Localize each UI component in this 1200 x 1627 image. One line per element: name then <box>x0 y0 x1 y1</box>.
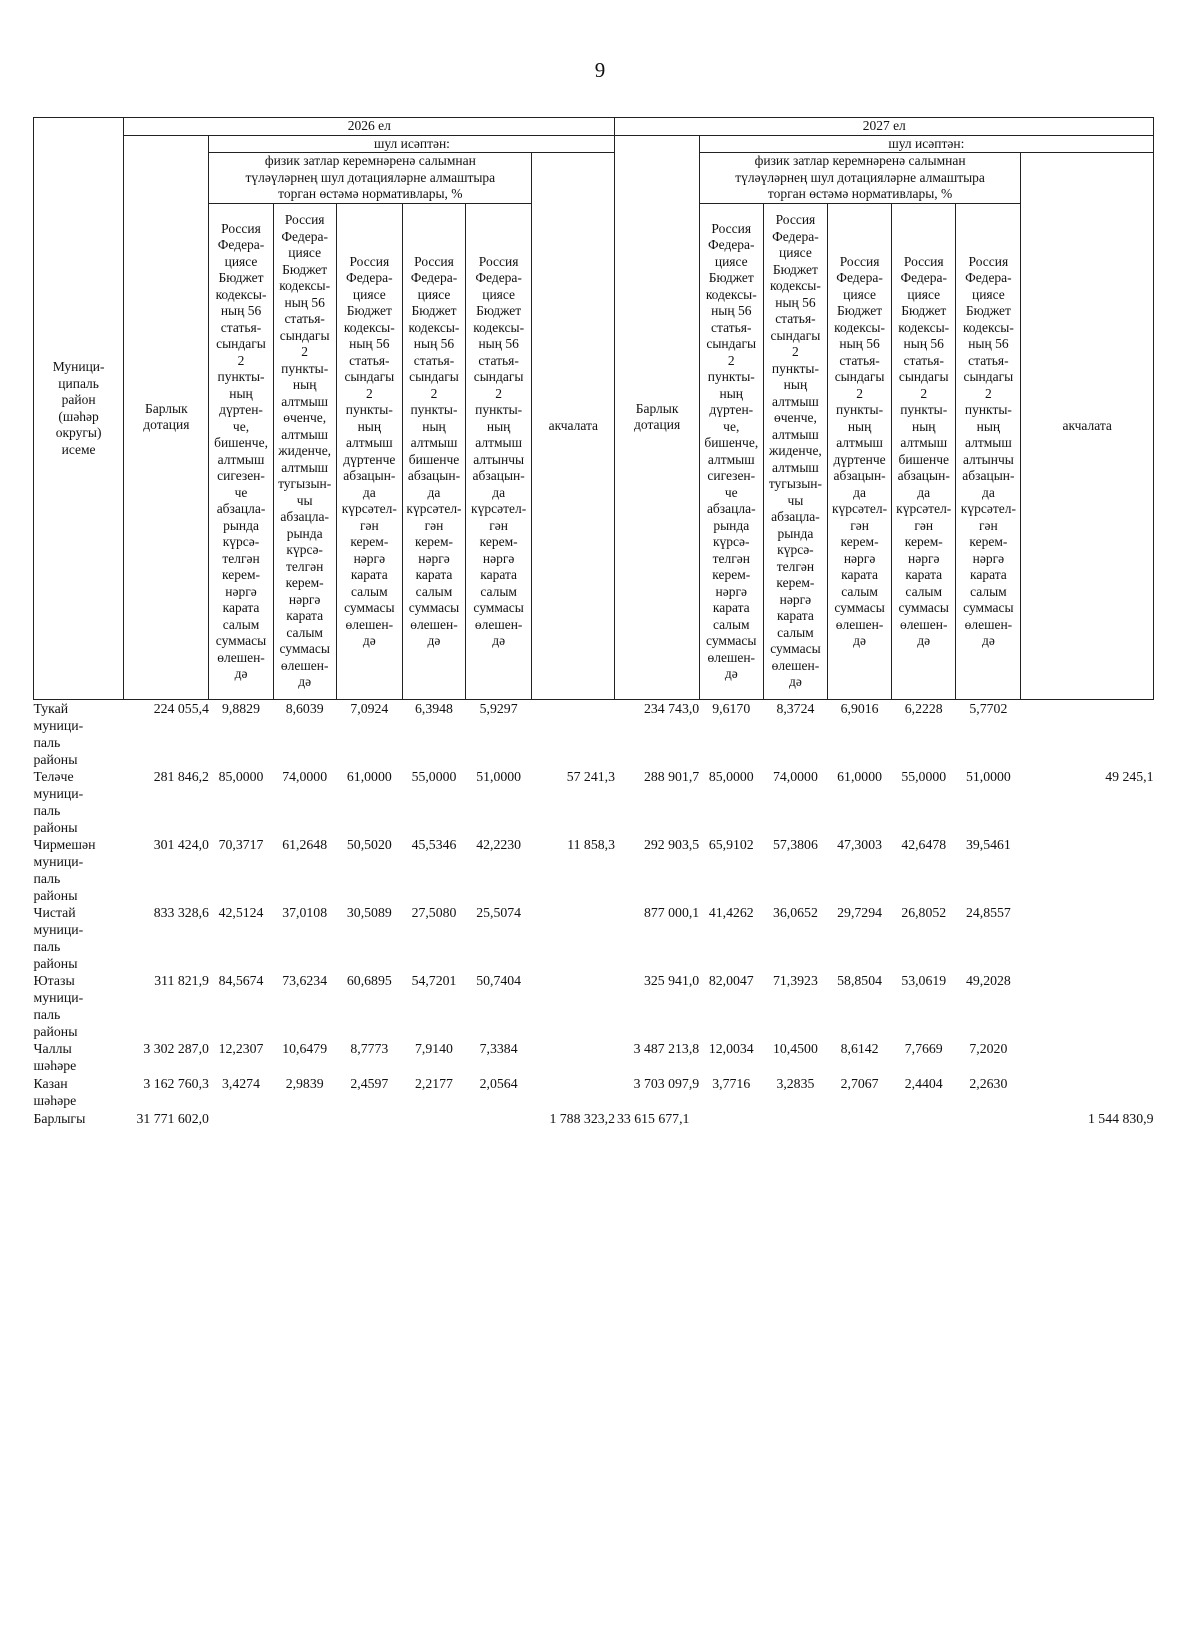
norm-2026-2: 2,9839 <box>285 1076 324 1091</box>
norm-2026-2: 73,6234 <box>282 973 328 988</box>
table-row <box>34 768 1154 836</box>
norm-2027-1: 41,4262 <box>708 905 754 920</box>
municipality-name: Чаллы шәһәре <box>33 1041 77 1073</box>
total-subsidy-2026: 281 846,2 <box>153 769 209 784</box>
municipality-name: Теләче муници- паль районы <box>33 769 84 835</box>
norm-2026-2: 61,2648 <box>282 837 328 852</box>
norm-2027-1: 82,0047 <box>708 973 754 988</box>
total-subsidy-2026: 311 821,9 <box>154 973 209 988</box>
norm-2026-3: 50,5020 <box>346 837 392 852</box>
norm-2027-5: 39,5461 <box>965 837 1011 852</box>
norm-2026-1: 3,4274 <box>222 1076 260 1091</box>
norm-2026-4: 45,5346 <box>411 837 457 852</box>
norm-2026-4: 6,3948 <box>415 701 453 716</box>
norm-2027-1: 12,0034 <box>708 1041 754 1056</box>
cash-2027 <box>1021 1040 1154 1075</box>
table-row <box>34 904 1154 972</box>
header-col-2027-3: Россия Федера- циясе Бюджет кодексы- ның 56 статья- сындагы 2 пункты- ның алтмыш дүртенче абзацын- да күрсәтел- гән керем- нәргә карата салым суммасы өлешен- дә <box>828 204 892 700</box>
cash-2027: 49 245,1 <box>1105 769 1154 784</box>
cash-2027 <box>1021 836 1154 904</box>
total-subsidy-2027: 288 901,7 <box>644 769 700 784</box>
norm-2026-5: 50,7404 <box>476 973 522 988</box>
norm-2026-1: 9,8829 <box>222 701 260 716</box>
norm-2026-3: 7,0924 <box>350 701 389 716</box>
norm-2026-3: 8,7773 <box>350 1041 389 1056</box>
norm-2026-5: 25,5074 <box>476 905 522 920</box>
norm-2026-5: 5,9297 <box>479 701 518 716</box>
total-subsidy-2027: 3 487 213,8 <box>633 1041 700 1056</box>
table-row <box>34 1040 1154 1075</box>
total-subsidy-2027: 325 941,0 <box>644 973 700 988</box>
norm-2026-4: 7,9140 <box>415 1041 453 1056</box>
norm-2026-4: 54,7201 <box>411 973 457 988</box>
norm-2027-5: 5,7702 <box>969 701 1008 716</box>
totals-subsidy-2027: 33 615 677,1 <box>616 1111 690 1126</box>
norm-2027-4: 55,0000 <box>901 769 947 784</box>
totals-cash-2026: 1 788 323,2 <box>549 1111 615 1126</box>
norm-2027-5: 51,0000 <box>965 769 1011 784</box>
municipality-name: Казан шәһәре <box>33 1076 77 1108</box>
table-body <box>34 700 1154 1131</box>
cash-2027 <box>1021 904 1154 972</box>
norm-2027-4: 53,0619 <box>901 973 947 988</box>
cash-2027 <box>1021 700 1154 769</box>
header-year-2026: 2026 ел <box>124 118 615 136</box>
norm-2026-1: 70,3717 <box>218 837 264 852</box>
norm-2027-3: 6,9016 <box>840 701 879 716</box>
municipality-name: Чирмешән муници- паль районы <box>33 837 96 903</box>
norm-2027-2: 3,2835 <box>776 1076 815 1091</box>
norm-2026-1: 85,0000 <box>218 769 264 784</box>
norm-2026-4: 2,2177 <box>415 1076 453 1091</box>
norm-2027-5: 24,8557 <box>965 905 1011 920</box>
norm-2027-1: 85,0000 <box>708 769 754 784</box>
header-col-2026-3: Россия Федера- циясе Бюджет кодексы- ның 56 статья- сындагы 2 пункты- ның алтмыш дүртенче абзацын- да күрсәтел- гән керем- нәргә карата салым суммасы өлешен- дә <box>336 204 402 700</box>
norm-2027-2: 36,0652 <box>773 905 818 920</box>
totals-label: Барлыгы <box>33 1111 86 1126</box>
cash-2026: 57 241,3 <box>566 769 615 784</box>
header-total-subsidy-2026: Барлык дотация <box>124 135 209 700</box>
norm-2026-4: 55,0000 <box>411 769 457 784</box>
norm-2027-5: 49,2028 <box>965 973 1011 988</box>
norm-2027-2: 57,3806 <box>773 837 818 852</box>
header-col-2026-5: Россия Федера- циясе Бюджет кодексы- ның 56 статья- сындагы 2 пункты- ның алтмыш алтынчы абзацын- да күрсәтел- гән керем- нәргә карата салым суммасы өлешен- дә <box>466 204 532 700</box>
total-subsidy-2026: 301 424,0 <box>153 837 209 852</box>
norm-2026-5: 2,0564 <box>479 1076 518 1091</box>
norm-2027-1: 3,7716 <box>712 1076 751 1091</box>
norm-2027-3: 8,6142 <box>840 1041 879 1056</box>
subsidy-table <box>33 117 1154 1130</box>
total-subsidy-2027: 3 703 097,9 <box>633 1076 700 1091</box>
header-col-2026-2: Россия Федера- циясе Бюджет кодексы- ның 56 статья- сындагы 2 пункты- ның алтмыш өченче, алтмыш жиденче, алтмыш тугызын- чы абзацла- рында күрсә- телгән керем- нәргә карата салым суммасы өлешен- дә <box>273 204 336 700</box>
header-cash-2026: акчалата <box>532 153 615 700</box>
norm-2026-5: 51,0000 <box>476 769 522 784</box>
norm-2027-3: 29,7294 <box>837 905 882 920</box>
norm-2027-4: 2,4404 <box>904 1076 943 1091</box>
table-row <box>34 836 1154 904</box>
cash-2026 <box>532 1075 615 1110</box>
page-number: 9 <box>594 58 606 82</box>
cash-2026 <box>532 1040 615 1075</box>
totals-subsidy-2026: 31 771 602,0 <box>136 1111 209 1126</box>
norm-2026-2: 8,6039 <box>285 701 324 716</box>
cash-2026: 11 858,3 <box>567 837 615 852</box>
norm-2027-3: 2,7067 <box>840 1076 879 1091</box>
norm-2027-1: 65,9102 <box>708 837 754 852</box>
norm-2026-5: 42,2230 <box>476 837 522 852</box>
norm-2026-3: 60,6895 <box>346 973 392 988</box>
totals-cash-2027: 1 544 830,9 <box>1087 1111 1154 1126</box>
municipality-name: Ютазы муници- паль районы <box>33 973 84 1039</box>
header-norm-group-2027: физик затлар керемнәренә салымнан түләүләрнең шул дотацияләрне алмаштыра торган өстәмә нормативлары, % <box>699 153 1021 204</box>
norm-2027-5: 2,2630 <box>969 1076 1008 1091</box>
totals-row <box>34 1110 1154 1130</box>
norm-2026-1: 12,2307 <box>218 1041 264 1056</box>
norm-2026-3: 2,4597 <box>350 1076 389 1091</box>
municipality-name: Чистай муници- паль районы <box>33 905 84 971</box>
norm-2026-1: 42,5124 <box>218 905 264 920</box>
norm-2027-2: 8,3724 <box>776 701 815 716</box>
table-row <box>34 700 1154 769</box>
header-municipality: Муници- ципаль район (шәһәр округы) исеме <box>34 118 124 700</box>
norm-2027-4: 42,6478 <box>901 837 947 852</box>
table-row <box>34 972 1154 1040</box>
cash-2027 <box>1021 1075 1154 1110</box>
norm-2026-2: 74,0000 <box>282 769 328 784</box>
norm-2027-5: 7,2020 <box>969 1041 1008 1056</box>
norm-2026-2: 10,6479 <box>282 1041 328 1056</box>
norm-2026-2: 37,0108 <box>282 905 328 920</box>
header-of-which-2026: шул исәптән: <box>209 135 615 153</box>
norm-2026-3: 61,0000 <box>346 769 392 784</box>
header-year-2027: 2027 ел <box>615 118 1154 136</box>
norm-2027-1: 9,6170 <box>712 701 751 716</box>
header-total-subsidy-2027: Барлык дотация <box>615 135 699 700</box>
municipality-name: Тукай муници- паль районы <box>33 701 84 767</box>
total-subsidy-2026: 224 055,4 <box>153 701 209 716</box>
header-col-2027-4: Россия Федера- циясе Бюджет кодексы- ның 56 статья- сындагы 2 пункты- ның алтмыш бишенче абзацын- да күрсәтел- гән керем- нәргә карата салым суммасы өлешен- дә <box>892 204 956 700</box>
total-subsidy-2027: 877 000,1 <box>644 905 700 920</box>
header-col-2026-4: Россия Федера- циясе Бюджет кодексы- ның 56 статья- сындагы 2 пункты- ның алтмыш бишенче абзацын- да күрсәтел- гән керем- нәргә карата салым суммасы өлешен- дә <box>402 204 465 700</box>
norm-2026-4: 27,5080 <box>411 905 457 920</box>
total-subsidy-2027: 234 743,0 <box>644 701 700 716</box>
table-row <box>34 1075 1154 1110</box>
norm-2026-5: 7,3384 <box>479 1041 518 1056</box>
cash-2026 <box>532 972 615 1040</box>
total-subsidy-2026: 3 302 287,0 <box>143 1041 209 1056</box>
header-of-which-2027: шул исәптән: <box>699 135 1153 153</box>
norm-2027-2: 10,4500 <box>773 1041 818 1056</box>
header-cash-2027: акчалата <box>1021 153 1154 700</box>
total-subsidy-2026: 833 328,6 <box>153 905 209 920</box>
norm-2027-2: 71,3923 <box>773 973 818 988</box>
norm-2026-1: 84,5674 <box>218 973 264 988</box>
norm-2027-3: 47,3003 <box>837 837 882 852</box>
norm-2027-3: 58,8504 <box>837 973 882 988</box>
total-subsidy-2027: 292 903,5 <box>644 837 700 852</box>
total-subsidy-2026: 3 162 760,3 <box>143 1076 209 1091</box>
header-col-2027-5: Россия Федера- циясе Бюджет кодексы- ның 56 статья- сындагы 2 пункты- ның алтмыш алтынчы абзацын- да күрсәтел- гән керем- нәргә карата салым суммасы өлешен- дә <box>956 204 1021 700</box>
header-norm-group-2026: физик затлар керемнәренә салымнан түләүләрнең шул дотацияләрне алмаштыра торган өстәмә нормативлары, % <box>209 153 532 204</box>
norm-2027-4: 26,8052 <box>901 905 947 920</box>
norm-2027-3: 61,0000 <box>837 769 882 784</box>
norm-2027-4: 7,7669 <box>904 1041 943 1056</box>
norm-2027-2: 74,0000 <box>773 769 818 784</box>
cash-2026 <box>532 700 615 769</box>
cash-2027 <box>1021 972 1154 1040</box>
header-col-2027-1: Россия Федера- циясе Бюджет кодексы- ның 56 статья- сындагы 2 пункты- ның дүртен- че, бишенче, алтмыш сигезен- че абзацла- рында күрсә- телгән керем- нәргә карата салым суммасы өлешен- дә <box>699 204 763 700</box>
header-col-2026-1: Россия Федера- циясе Бюджет кодексы- ның 56 статья- сындагы 2 пункты- ның дүртен- че, бишенче, алтмыш сигезен- че абзацла- рында күрсә- телгән керем- нәргә карата салым суммасы өлешен- дә <box>209 204 273 700</box>
norm-2027-4: 6,2228 <box>904 701 943 716</box>
header-col-2027-2: Россия Федера- циясе Бюджет кодексы- ның 56 статья- сындагы 2 пункты- ның алтмыш өченче, алтмыш жиденче, алтмыш тугызын- чы абзацла- рында күрсә- телгән керем- нәргә карата салым суммасы өлешен- дә <box>763 204 827 700</box>
cash-2026 <box>532 904 615 972</box>
norm-2026-3: 30,5089 <box>346 905 392 920</box>
